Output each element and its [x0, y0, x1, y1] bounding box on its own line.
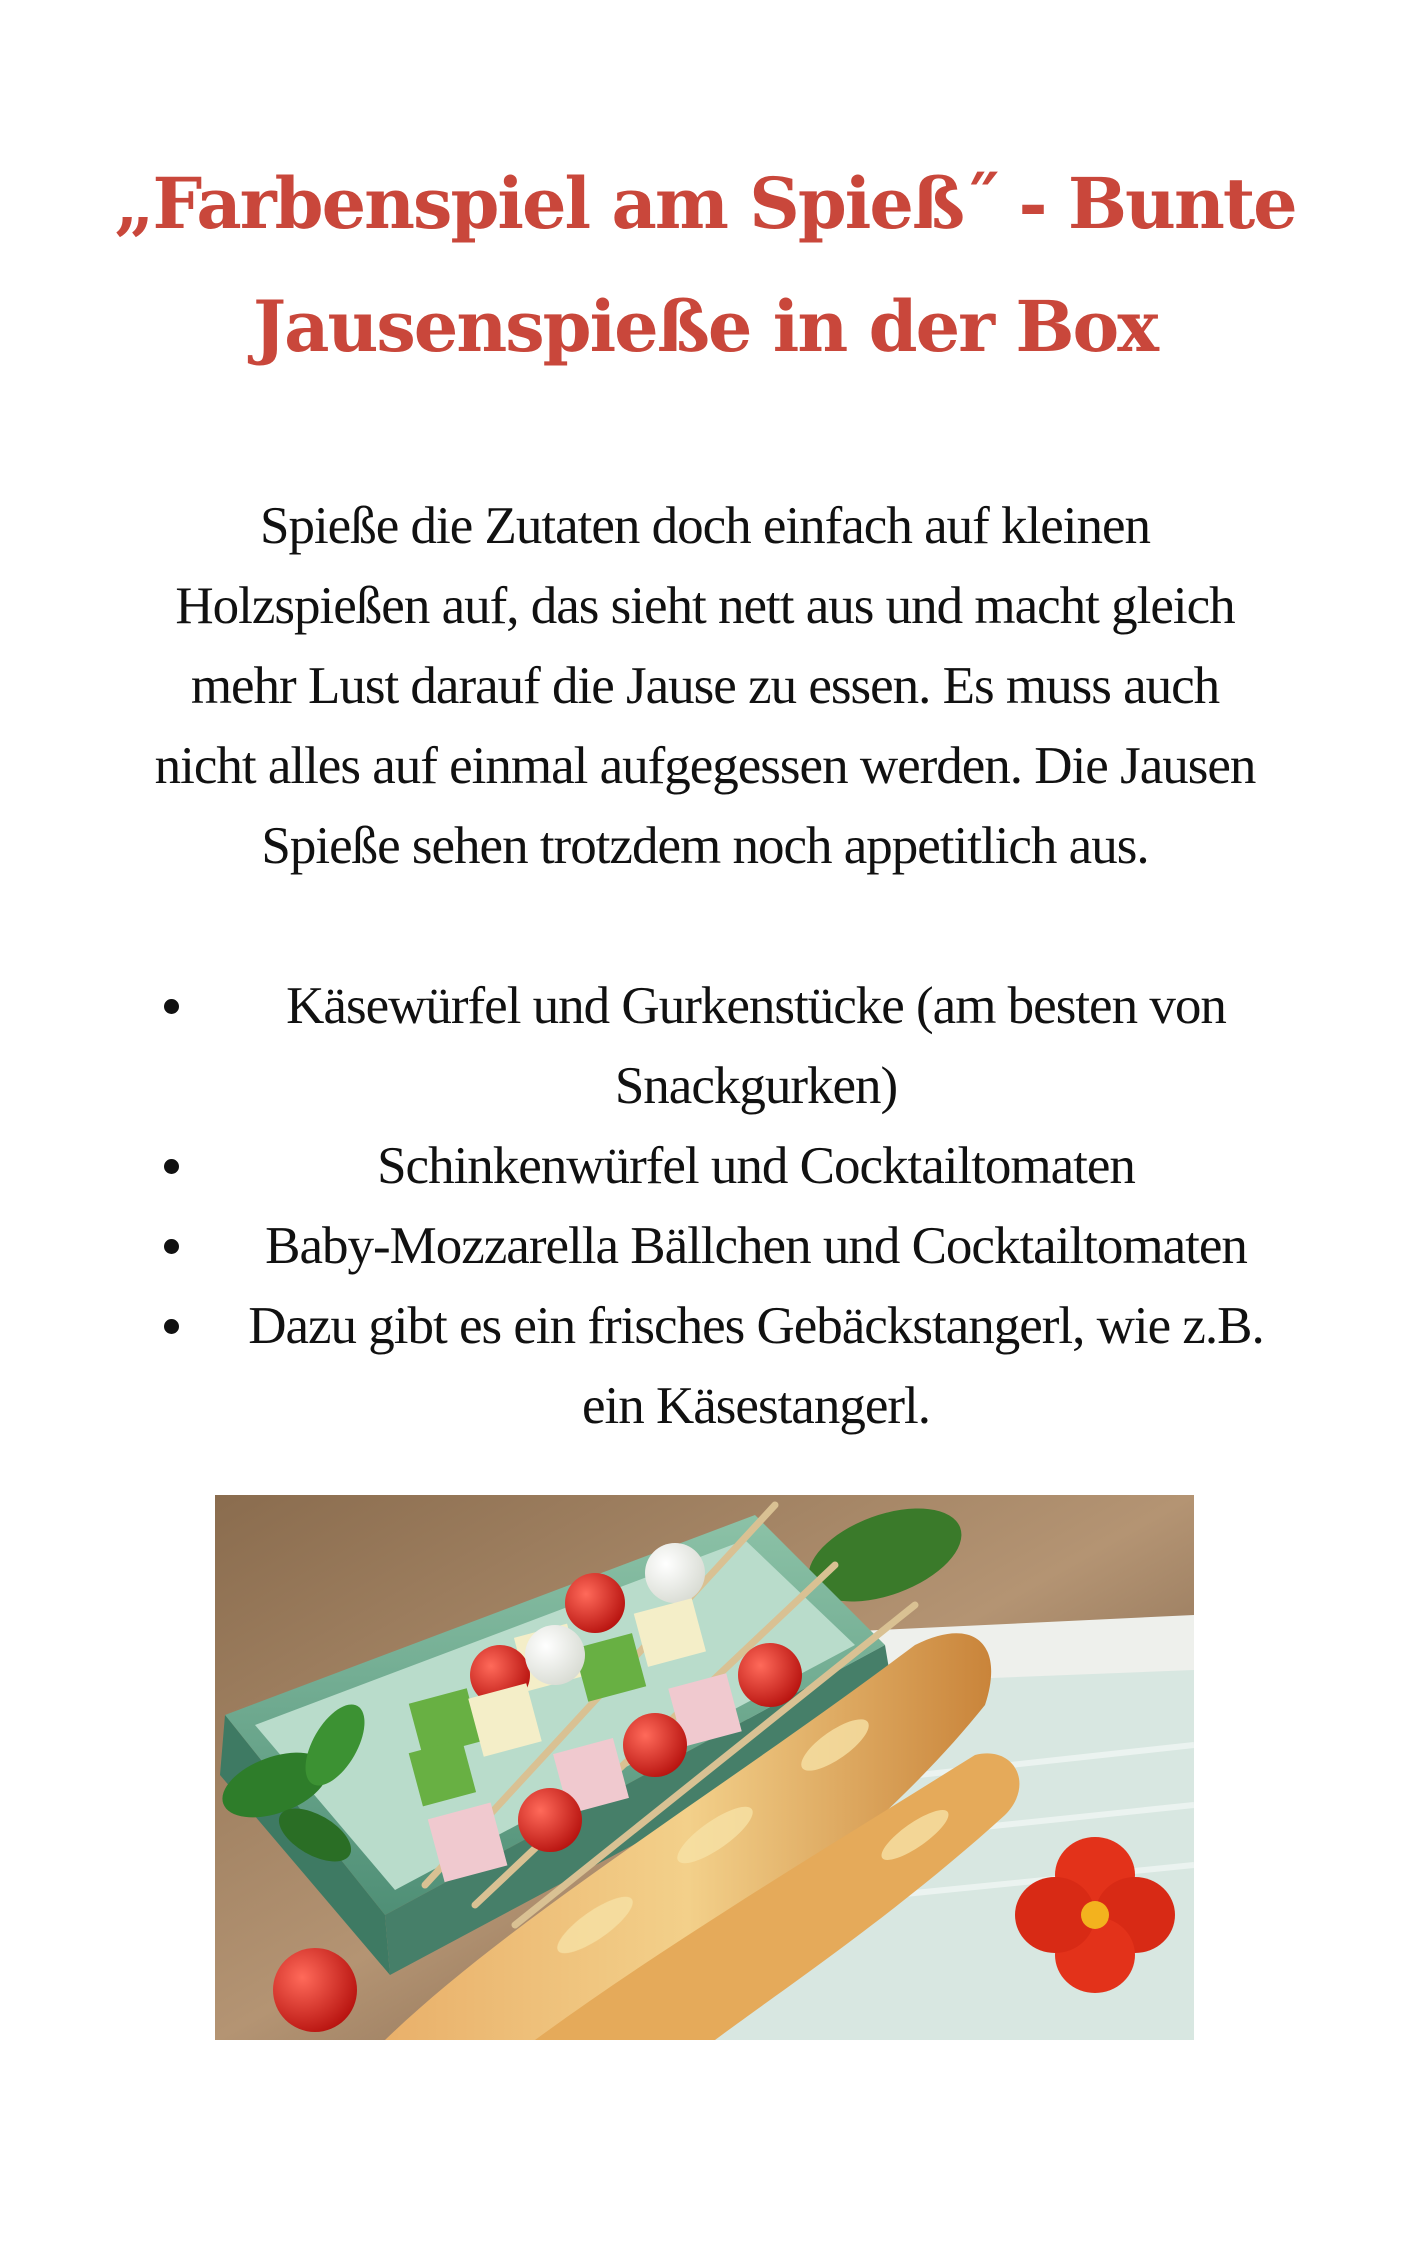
ingredient-list: [140, 966, 1300, 1446]
title-line-2: Jausenspieße in der Box: [253, 285, 1157, 368]
list-item: Baby-Mozzarella Bällchen und Cocktailtomaten: [140, 1206, 1300, 1286]
tomato: [273, 1948, 357, 2032]
bullet-icon: [164, 1319, 179, 1334]
intro-line: Spieße sehen trotzdem noch appetitlich aus.: [261, 817, 1149, 875]
list-item: Schinkenwürfel und Cocktailtomaten: [140, 1126, 1300, 1206]
intro-line: Holzspießen auf, das sieht nett aus und macht gleich: [175, 577, 1235, 635]
bullet-icon: [164, 1239, 179, 1254]
lunchbox-illustration: [215, 1495, 1194, 2040]
bullet-icon: [164, 999, 179, 1014]
intro-line: mehr Lust darauf die Jause zu essen. Es muss auch: [190, 657, 1220, 715]
list-item: Dazu gibt es ein frisches Gebäckstangerl, wie z.B. ein Käsestangerl.: [140, 1286, 1300, 1446]
bullet-icon: [164, 1159, 179, 1174]
list-item: Käsewürfel und Gurkenstücke (am besten von Snackgurken): [140, 966, 1300, 1126]
intro-line: nicht alles auf einmal aufgegessen werden. Die Jausen: [154, 737, 1256, 795]
page-title: [100, 142, 1310, 388]
intro-line: Spieße die Zutaten doch einfach auf kleinen: [259, 497, 1150, 555]
lunchbox-photo: [215, 1495, 1194, 2040]
intro-paragraph: [90, 486, 1320, 886]
title-line-1: „Farbenspiel am Spieß˝ - Bunte: [114, 162, 1296, 245]
